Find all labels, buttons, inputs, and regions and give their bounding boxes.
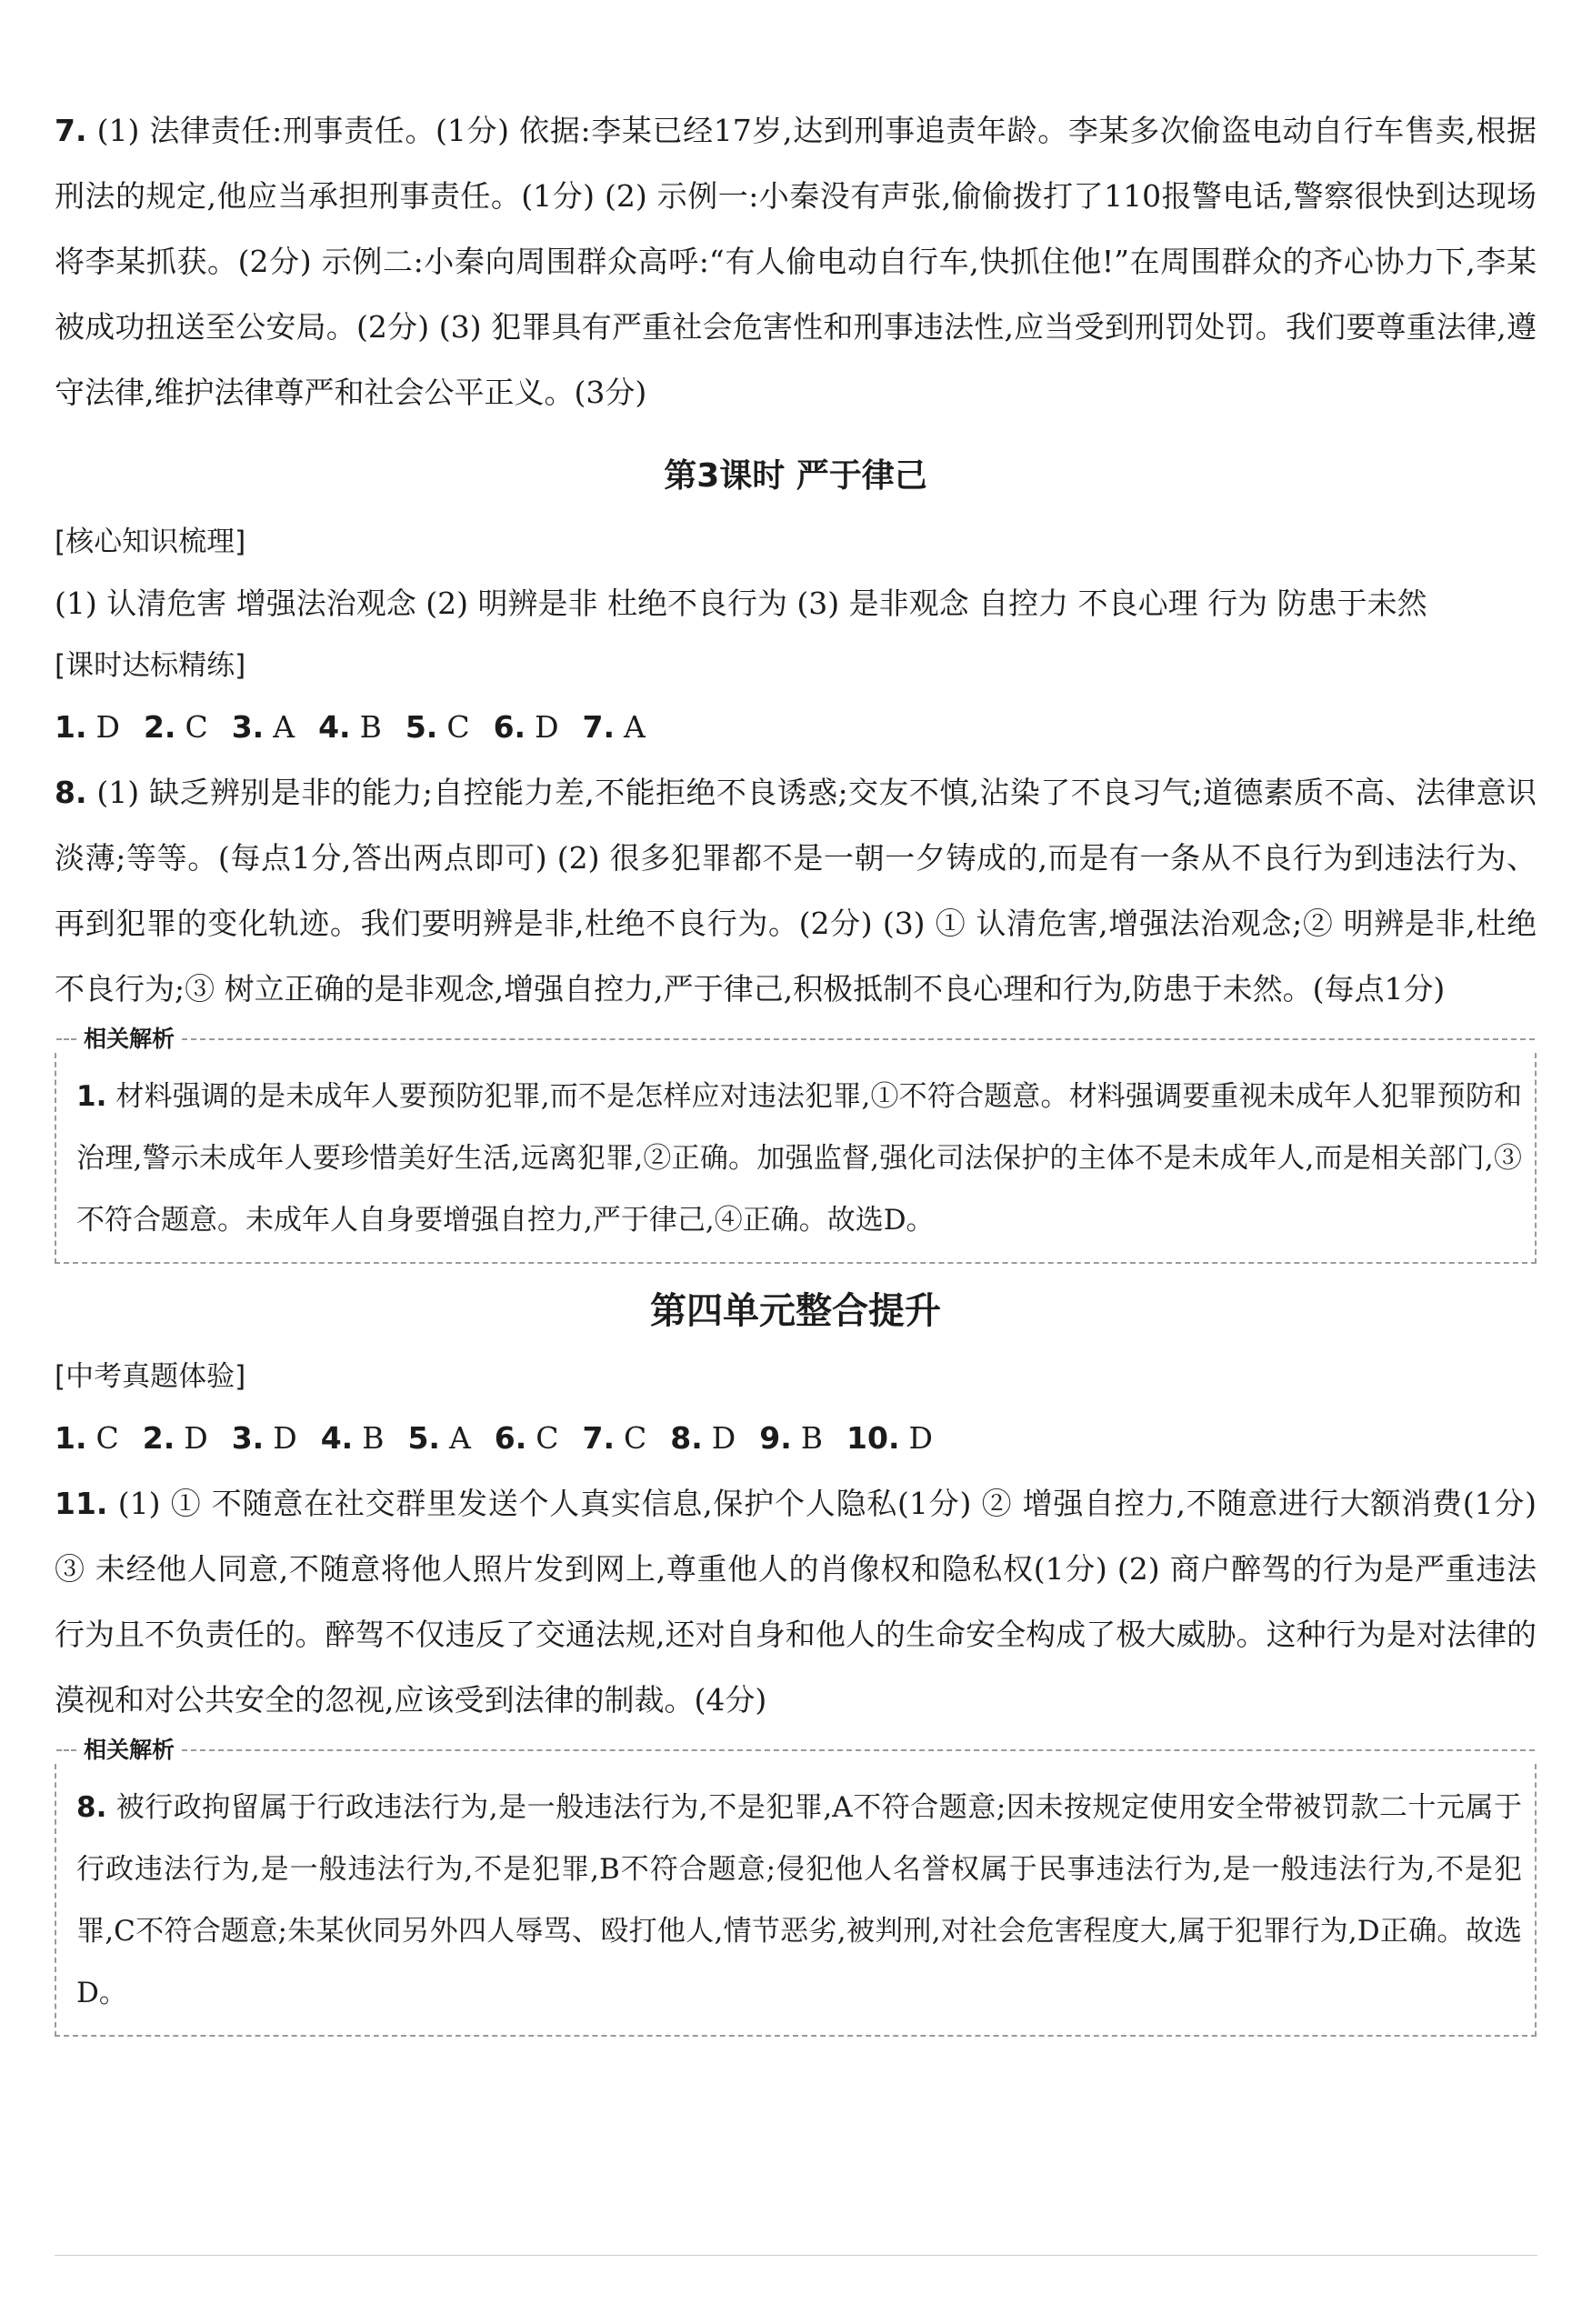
unit-4-choice-answers [55,1406,1537,1471]
question-number: 5. [405,709,438,745]
analysis-body: 材料强调的是未成年人要预防犯罪,而不是怎样应对违法犯罪,①不符合题意。材料强调要重视未成年人犯罪预防和治理,警示未成年人要珍惜美好生活,远离犯罪,②正确。加强监督,强化司法保护的主体不是未成年人,而是相关部门,③不符合题意。未成年人自身要增强自控力,严于律己,④正确。故选D。 [76,1080,1522,1237]
answer-letter: D [273,1420,297,1456]
answer-letter: A [273,709,295,745]
answer-letter: D [95,709,120,745]
analysis-box-caption [56,1026,1535,1052]
choice-answer [232,1420,297,1456]
question-number: 8. [76,1791,107,1824]
answer-letter: D [908,1420,933,1456]
question-7-answer [55,98,1537,426]
analysis-text [76,1066,1522,1251]
answer-page [55,91,1537,2049]
choice-answer [494,709,559,745]
question-number: 8. [670,1420,703,1456]
answer-letter: C [536,1420,559,1456]
question-number: 7. [55,113,87,148]
answer-letter: B [359,709,382,745]
choice-answer [318,709,382,745]
answer-letter: C [446,709,470,745]
question-number: 9. [759,1420,792,1456]
choice-answer [407,1420,470,1456]
analysis-label: 相关解析 [76,1737,182,1764]
choice-answer [846,1420,933,1456]
analysis-box-caption [56,1737,1535,1763]
practice-label: [课时达标精练] [55,649,246,682]
analysis-label: 相关解析 [76,1026,182,1053]
question-number: 6. [493,709,526,745]
question-number: 5. [407,1420,440,1456]
choice-answer [55,1420,119,1456]
question-number: 3. [231,1420,265,1456]
choice-answer [232,709,295,745]
core-knowledge-text: (1) 认清危害 增强法治观念 (2) 明辨是非 杜绝不良行为 (3) 是非观念 自控力 不良心理 行为 防患于未然 [55,586,1427,621]
choice-answer [495,1420,559,1456]
question-number: 11. [55,1486,108,1521]
question-8-text: (1) 缺乏辨别是非的能力;自控能力差,不能拒绝不良诱惑;交友不慎,沾染了不良习气;道德素质不高、法律意识淡薄;等等。(每点1分,答出两点即可) (2) 很多犯罪都不是一朝一夕铸成的,而是有一条从不良行为到违法行为、再到犯罪的变化轨迹。我们要明辨是非,杜绝不良行为。(2分) (3) ① 认清危害,增强法治观念;② 明辨是非,杜绝不良行为;③ 树立正确的是非观念,增强自控力,严于律己,积极抵制不良心理和行为,防患于未然。(每点1分) [55,775,1537,1007]
choice-answer [55,709,120,745]
answer-letter: A [624,709,646,745]
question-number: 8. [55,775,87,810]
question-11-answer [55,1471,1537,1733]
choice-answer [583,709,646,745]
answer-letter: D [711,1420,736,1456]
question-number: 2. [143,709,176,745]
analysis-box [55,1026,1537,1264]
question-11-text: (1) ① 不随意在社交群里发送个人真实信息,保护个人隐私(1分) ② 增强自控力,不随意进行大额消费(1分) ③ 未经他人同意,不随意将他人照片发到网上,尊重他人的肖像权和隐私权(1分) (2) 商户醉驾的行为是严重违法行为且不负责任的。醉驾不仅违反了交通法规,还对自身和他人的生命安全构成了极大威胁。这种行为是对法律的漠视和对公共安全的忽视,应该受到法律的制裁。(4分) [55,1486,1537,1718]
question-number: 2. [142,1420,175,1456]
choice-answer [406,709,470,745]
question-number: 7. [582,1420,616,1456]
lesson-3-title: 第3课时 严于律己 [664,457,927,495]
lesson-3-choice-answers [55,695,1537,760]
answer-letter: C [624,1420,647,1456]
question-number: 10. [846,1420,900,1456]
choice-answer [143,1420,208,1456]
answer-letter: D [535,709,559,745]
answer-letter: C [185,709,208,745]
question-7-text: (1) 法律责任:刑事责任。(1分) 依据:李某已经17岁,达到刑事追责年龄。李某多次偷盗电动自行车售卖,根据刑法的规定,他应当承担刑事责任。(1分) (2) 示例一:小秦没有声张,偷偷拨打了110报警电话,警察很快到达现场将李某抓获。(2分) 示例二:小秦向周围群众高呼:“有人偷电动自行车,快抓住他!”在周围群众的齐心协力下,李某被成功扭送至公安局。(2分) (3) 犯罪具有严重社会危害性和刑事违法性,应当受到刑罚处罚。我们要尊重法律,遵守法律,维护法律尊严和社会公平正义。(3分) [55,113,1537,410]
exam-experience-label: [中考真题体验] [55,1360,246,1393]
question-number: 4. [318,709,351,745]
choice-answer [583,1420,647,1456]
question-number: 1. [55,1420,87,1456]
choice-answer [321,1420,385,1456]
question-number: 1. [55,709,87,745]
choice-answer [759,1420,823,1456]
answer-letter: D [184,1420,208,1456]
question-number: 4. [320,1420,354,1456]
analysis-box [55,1737,1537,2037]
question-number: 3. [231,709,265,745]
question-number: 6. [494,1420,527,1456]
answer-letter: A [448,1420,471,1456]
choice-answer [144,709,208,745]
question-number: 1. [76,1080,107,1113]
page-bottom-divider [55,2255,1537,2256]
analysis-text [76,1777,1522,2024]
question-number: 7. [582,709,616,745]
core-knowledge-label: [核心知识梳理] [55,526,246,558]
answer-letter: B [800,1420,824,1456]
answer-letter: B [362,1420,385,1456]
analysis-body: 被行政拘留属于行政违法行为,是一般违法行为,不是犯罪,A不符合题意;因未按规定使用安全带被罚款二十元属于行政违法行为,是一般违法行为,不是犯罪,B不符合题意;侵犯他人名誉权属于民事违法行为,是一般违法行为,不是犯罪,C不符合题意;朱某伙同另外四人辱骂、殴打他人,情节恶劣,被判刑,对社会危害程度大,属于犯罪行为,D正确。故选D。 [76,1791,1523,2009]
unit-4-title: 第四单元整合提升 [650,1290,941,1332]
question-8-answer [55,760,1537,1022]
choice-answer [670,1420,736,1456]
answer-letter: C [95,1420,119,1456]
